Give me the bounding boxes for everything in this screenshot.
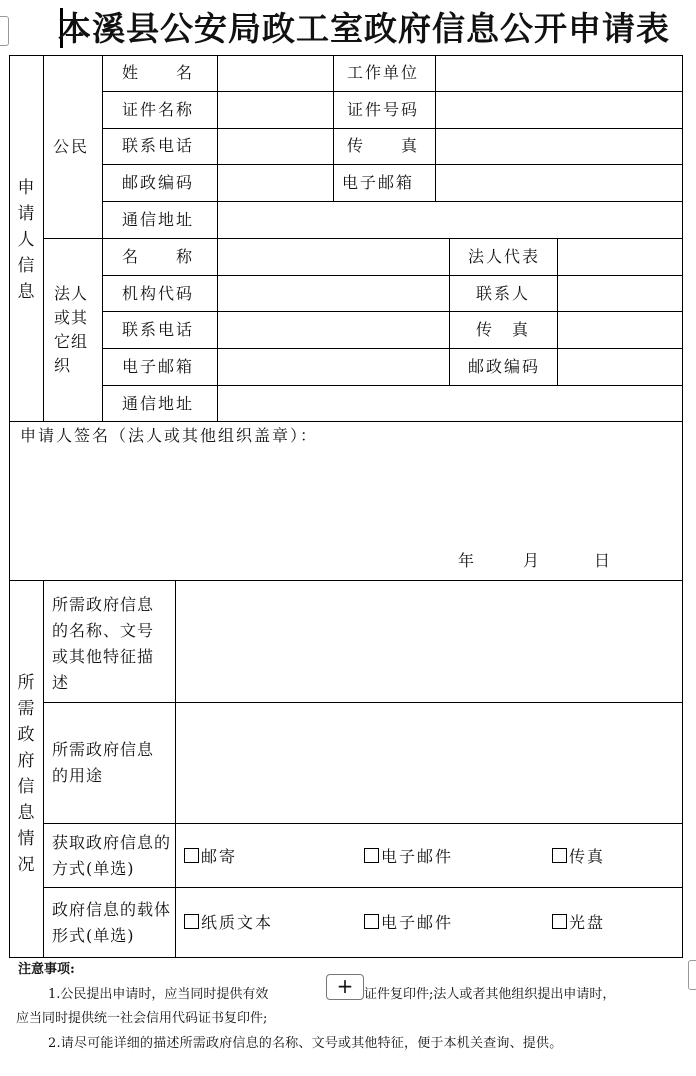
citizen-id-number-label: 证件号码 — [347, 100, 420, 119]
notes-line1b: 证件复印件;法人或者其他组织提出申请时， — [364, 987, 616, 1002]
method-option-mail[interactable]: 邮寄 — [184, 847, 237, 867]
citizen-group-label: 公民 — [53, 137, 90, 156]
org-email-label: 电子邮箱 — [122, 357, 195, 376]
add-row-button[interactable]: + — [326, 974, 364, 1000]
citizen-address-field[interactable] — [218, 202, 682, 238]
citizen-fax-field[interactable] — [436, 129, 682, 164]
org-name-label: 名 称 — [122, 247, 195, 266]
checkbox-icon — [364, 848, 379, 863]
org-fax-label: 传 真 — [476, 320, 531, 339]
org-postcode-field[interactable] — [558, 349, 682, 385]
page-corner-mark-left — [0, 16, 9, 46]
citizen-id-number-field[interactable] — [436, 92, 682, 128]
citizen-fax-label: 传 真 — [347, 136, 420, 155]
needed-info-section-label: 所需政府信息情况 — [17, 673, 35, 875]
org-code-field[interactable] — [218, 276, 449, 311]
carrier-option-disc[interactable]: 光盘 — [552, 913, 605, 933]
carrier-option-paper[interactable]: 纸质文本 — [184, 913, 273, 933]
org-legal-rep-field[interactable] — [558, 239, 682, 275]
carrier-label: 政府信息的载体形式(单选) — [52, 900, 172, 945]
citizen-name-field[interactable] — [218, 56, 333, 91]
citizen-address-label: 通信地址 — [122, 210, 195, 229]
citizen-id-type-label: 证件名称 — [122, 100, 195, 119]
page-title: 本溪县公安局政工室政府信息公开申请表 — [58, 9, 670, 48]
citizen-work-unit-field[interactable] — [436, 56, 682, 91]
org-email-field[interactable] — [218, 349, 449, 385]
page-corner-mark-right — [688, 960, 696, 990]
signature-month: 月 — [523, 551, 542, 570]
org-postcode-label: 邮政编码 — [468, 357, 541, 376]
citizen-name-label: 姓 名 — [122, 63, 195, 82]
signature-label: 申请人签名（法人或其他组织盖章）： — [20, 426, 319, 445]
method-option-fax[interactable]: 传真 — [552, 847, 605, 867]
citizen-phone-label: 联系电话 — [122, 136, 195, 155]
org-name-field[interactable] — [218, 239, 449, 275]
checkbox-icon — [364, 914, 379, 929]
org-phone-field[interactable] — [218, 312, 449, 348]
notes-line1c: 应当同时提供统一社会信用代码证书复印件; — [16, 1011, 268, 1026]
citizen-id-type-field[interactable] — [218, 92, 333, 128]
org-address-field[interactable] — [218, 386, 682, 421]
org-address-label: 通信地址 — [122, 394, 195, 413]
applicant-info-label: 申请人信息 — [17, 178, 35, 302]
notes-line2: 2.请尽可能详细的描述所需政府信息的名称、文号或其他特征，便于本机关查询、提供。 — [48, 1036, 563, 1051]
checkbox-icon — [552, 848, 567, 863]
citizen-email-label: 电子邮箱 — [342, 173, 415, 192]
citizen-phone-field[interactable] — [218, 129, 333, 164]
signature-year: 年 — [458, 551, 477, 570]
method-option-email[interactable]: 电子邮件 — [364, 847, 453, 867]
org-code-label: 机构代码 — [122, 284, 195, 303]
checkbox-icon — [184, 914, 199, 929]
notes-line1a: 1.公民提出申请时，应当同时提供有效 — [48, 987, 269, 1002]
org-legal-rep-label: 法人代表 — [468, 247, 541, 266]
citizen-postcode-label: 邮政编码 — [122, 173, 195, 192]
citizen-work-unit-label: 工作单位 — [347, 63, 420, 82]
checkbox-icon — [184, 848, 199, 863]
org-contact-label: 联系人 — [476, 284, 531, 303]
citizen-postcode-field[interactable] — [218, 165, 333, 201]
signature-area[interactable] — [10, 450, 682, 545]
org-contact-field[interactable] — [558, 276, 682, 311]
org-phone-label: 联系电话 — [122, 320, 195, 339]
method-label: 获取政府信息的方式(单选) — [52, 833, 172, 878]
carrier-option-email[interactable]: 电子邮件 — [364, 913, 453, 933]
org-group-label: 法人或其它组织 — [54, 284, 89, 375]
signature-day: 日 — [594, 551, 613, 570]
org-fax-field[interactable] — [558, 312, 682, 348]
notes-heading: 注意事项: — [18, 962, 75, 977]
needed-info-desc-label: 所需政府信息的名称、文号或其他特征描述 — [52, 595, 155, 692]
citizen-email-field[interactable] — [436, 165, 682, 201]
checkbox-icon — [552, 914, 567, 929]
needed-info-desc-field[interactable] — [176, 581, 682, 702]
needed-info-purpose-label: 所需政府信息的用途 — [52, 740, 155, 785]
needed-info-purpose-field[interactable] — [176, 703, 682, 823]
